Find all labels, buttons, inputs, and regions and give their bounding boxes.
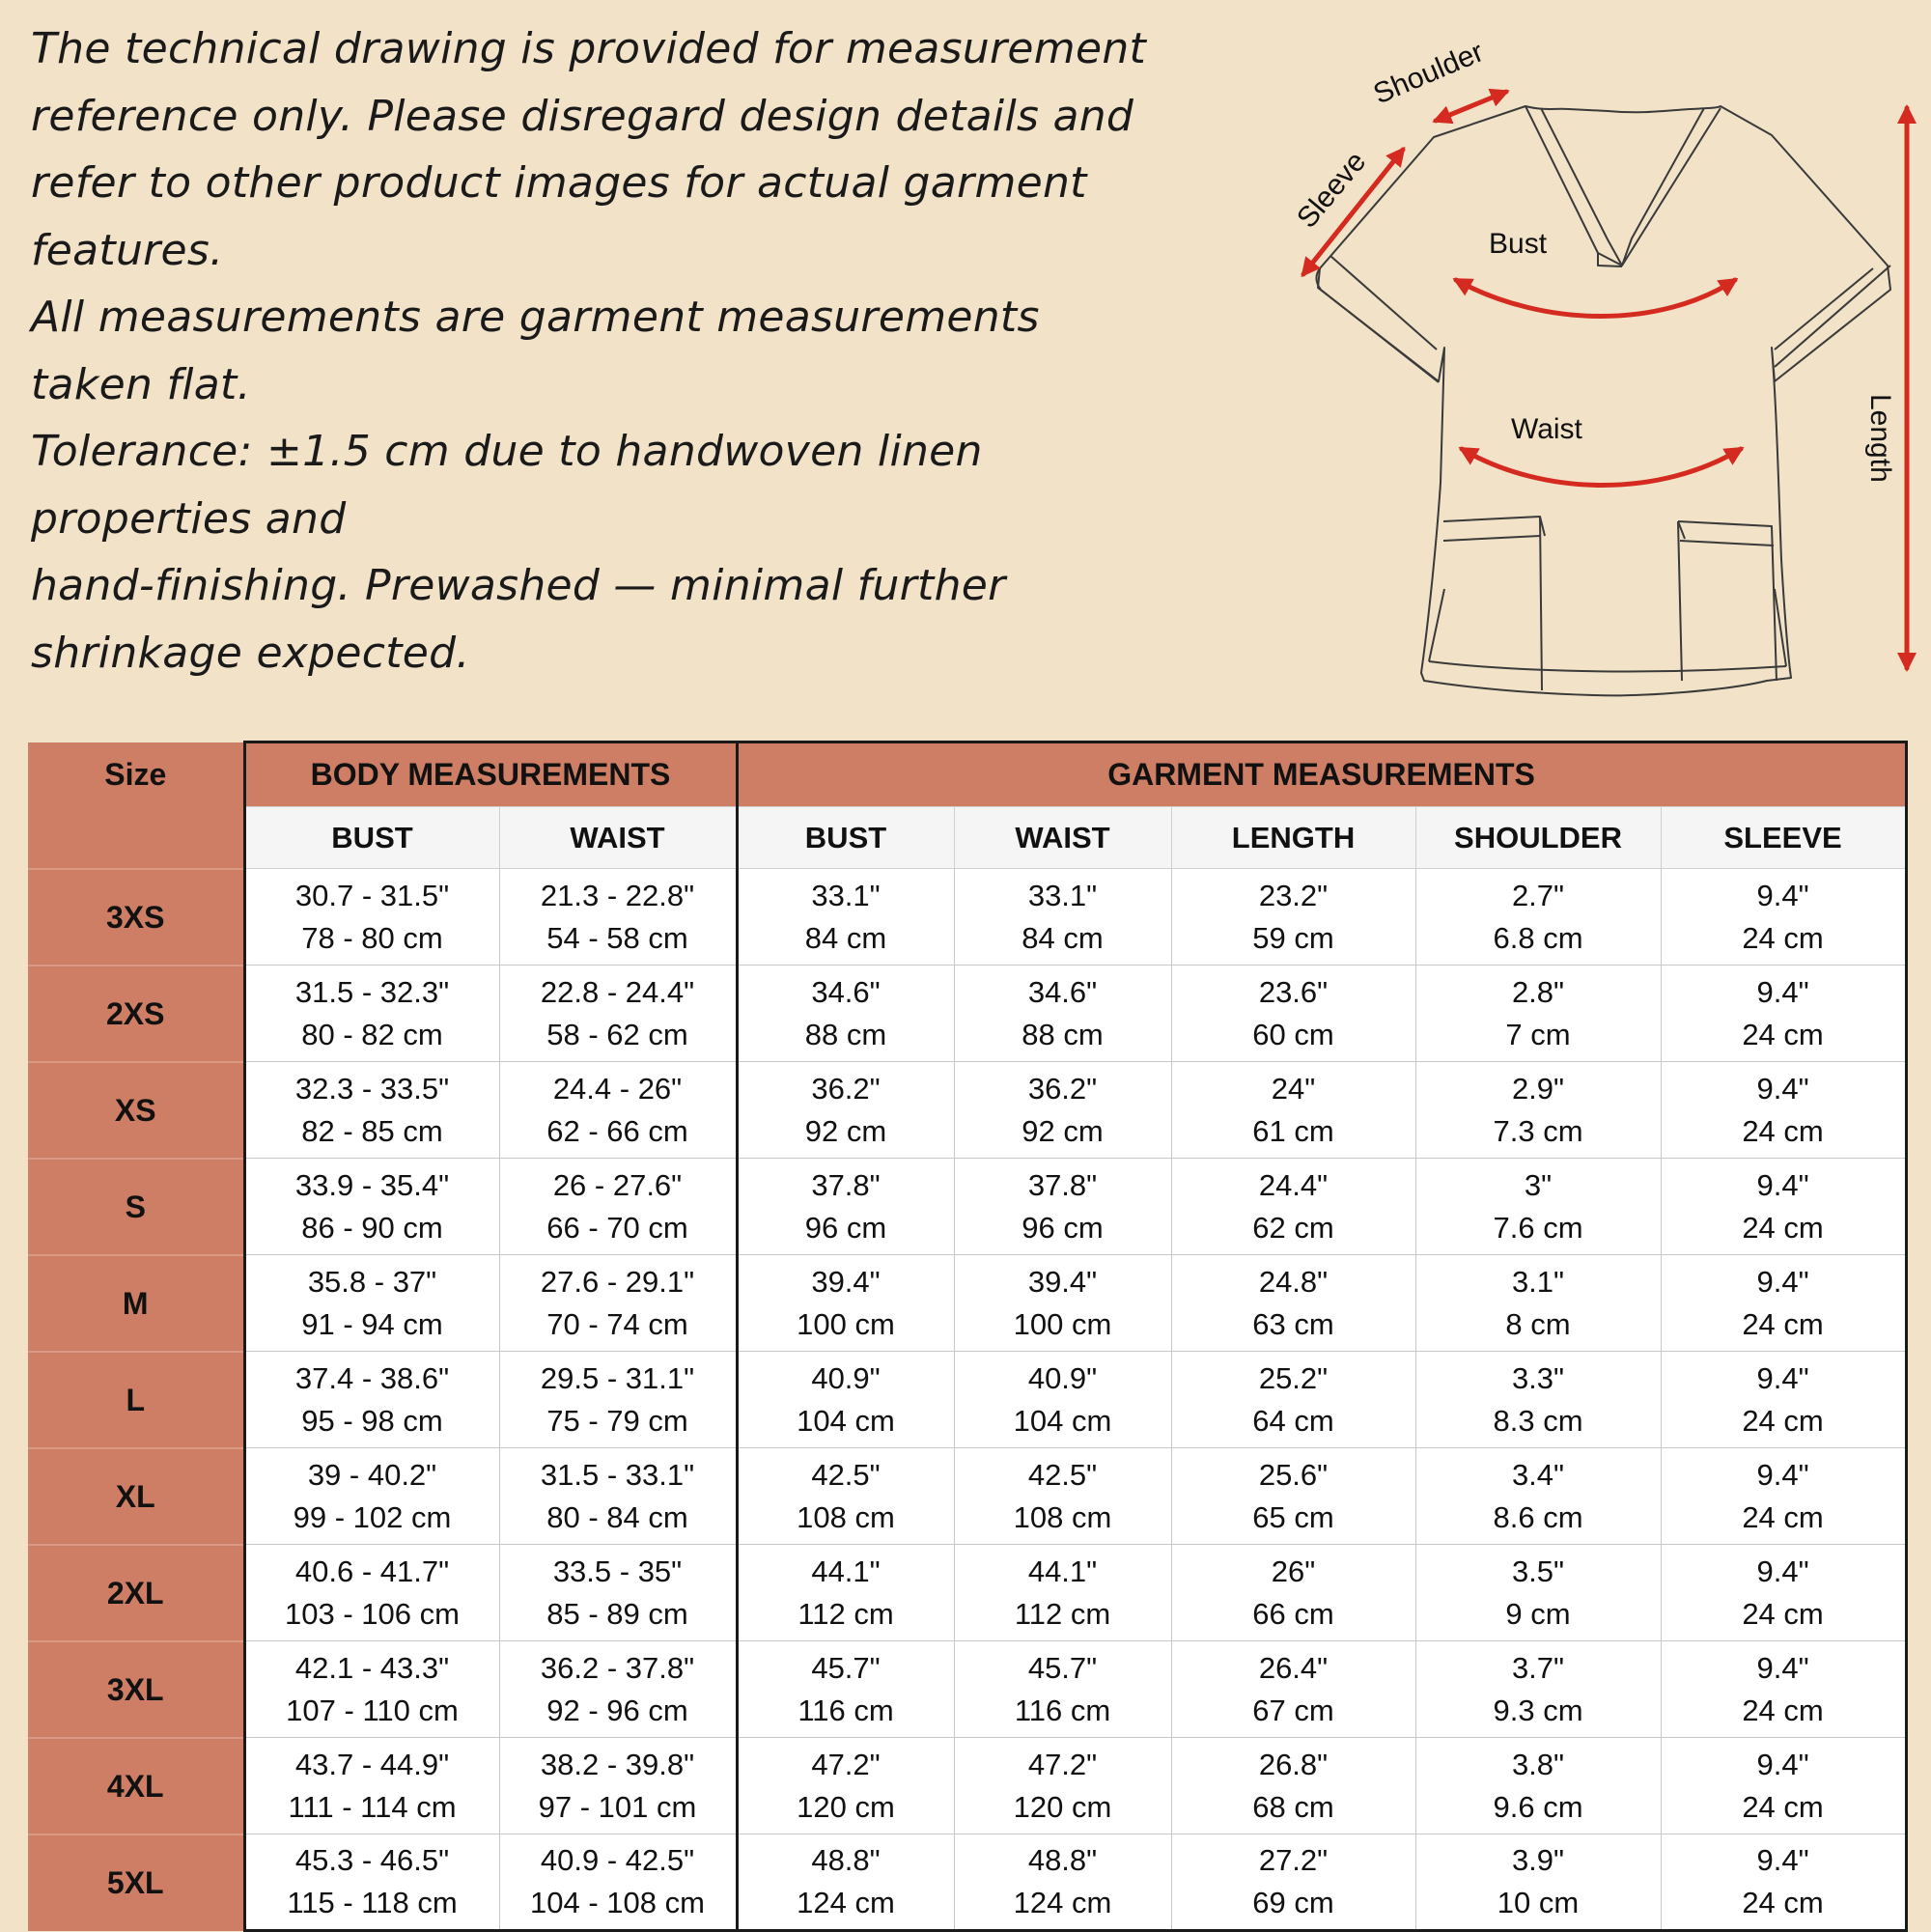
garment-shoulder-cell: 3.4" 8.6 cm <box>1415 1448 1661 1545</box>
garment-waist-cell: 45.7" 116 cm <box>954 1641 1171 1738</box>
garment-length-cell: 25.6" 65 cm <box>1171 1448 1415 1545</box>
measurement-labels <box>1291 36 1896 483</box>
garment-waist-cell: 39.4" 100 cm <box>954 1255 1171 1352</box>
body-waist-cell: 33.5 - 35" 85 - 89 cm <box>499 1545 737 1641</box>
body-waist-cell: 22.8 - 24.4" 58 - 62 cm <box>499 966 737 1062</box>
garment-sleeve-cell: 9.4" 24 cm <box>1661 1545 1906 1641</box>
col-body-bust: BUST <box>244 807 499 869</box>
body-bust-cell: 30.7 - 31.5" 78 - 80 cm <box>244 869 499 966</box>
garment-bust-cell: 40.9" 104 cm <box>737 1352 954 1448</box>
garment-sleeve-cell: 9.4" 24 cm <box>1661 1834 1906 1931</box>
body-bust-cell: 33.9 - 35.4" 86 - 90 cm <box>244 1159 499 1255</box>
col-garment-bust: BUST <box>737 807 954 869</box>
garment-sleeve-cell: 9.4" 24 cm <box>1661 1159 1906 1255</box>
garment-length-cell: 26.8" 68 cm <box>1171 1738 1415 1834</box>
garment-bust-cell: 42.5" 108 cm <box>737 1448 954 1545</box>
garment-bust-cell: 44.1" 112 cm <box>737 1545 954 1641</box>
size-label: L <box>28 1352 244 1448</box>
garment-measurements-header: GARMENT MEASUREMENTS <box>737 742 1906 807</box>
col-garment-length: LENGTH <box>1171 807 1415 869</box>
body-bust-cell: 37.4 - 38.6" 95 - 98 cm <box>244 1352 499 1448</box>
note-drawing-reference: The technical drawing is provided for measurement reference only. Please disregard design details and refer to other product images for actual garment features. <box>31 24 1147 275</box>
garment-waist-cell: 37.8" 96 cm <box>954 1159 1171 1255</box>
note-hand-finishing: hand-finishing. Prewashed — minimal further shrinkage expected. <box>31 561 1006 678</box>
garment-waist-cell: 33.1" 84 cm <box>954 869 1171 966</box>
table-row <box>28 1738 1906 1834</box>
garment-bust-cell: 34.6" 88 cm <box>737 966 954 1062</box>
column-header-row <box>28 807 1906 869</box>
size-header: Size <box>28 742 244 807</box>
waist-arrow <box>1462 449 1741 486</box>
table-row <box>28 1062 1906 1159</box>
measurement-arrows <box>1303 92 1907 668</box>
garment-sleeve-cell: 9.4" 24 cm <box>1661 1738 1906 1834</box>
garment-bust-cell: 48.8" 124 cm <box>737 1834 954 1931</box>
note-flat-measurements: All measurements are garment measurements taken flat. <box>31 293 1040 409</box>
note-tolerance: Tolerance: ±1.5 cm due to handwoven linen properties and <box>31 427 983 544</box>
waist-label: Waist <box>1511 413 1582 445</box>
garment-sleeve-cell: 9.4" 24 cm <box>1661 1641 1906 1738</box>
table-row <box>28 1545 1906 1641</box>
garment-sleeve-cell: 9.4" 24 cm <box>1661 1062 1906 1159</box>
body-waist-cell: 21.3 - 22.8" 54 - 58 cm <box>499 869 737 966</box>
garment-bust-cell: 39.4" 100 cm <box>737 1255 954 1352</box>
garment-bust-cell: 33.1" 84 cm <box>737 869 954 966</box>
garment-bust-cell: 37.8" 96 cm <box>737 1159 954 1255</box>
garment-length-cell: 24" 61 cm <box>1171 1062 1415 1159</box>
bust-arrow <box>1456 280 1735 317</box>
body-bust-cell: 43.7 - 44.9" 111 - 114 cm <box>244 1738 499 1834</box>
bust-label: Bust <box>1489 228 1548 260</box>
size-label: XS <box>28 1062 244 1159</box>
col-body-waist: WAIST <box>499 807 737 869</box>
garment-shoulder-cell: 2.7" 6.8 cm <box>1415 869 1661 966</box>
size-label: M <box>28 1255 244 1352</box>
body-waist-cell: 31.5 - 33.1" 80 - 84 cm <box>499 1448 737 1545</box>
table-row <box>28 966 1906 1062</box>
disclaimer-notes <box>31 15 1151 686</box>
size-label: 4XL <box>28 1738 244 1834</box>
garment-shoulder-cell: 3.5" 9 cm <box>1415 1545 1661 1641</box>
size-label: 3XL <box>28 1641 244 1738</box>
body-waist-cell: 26 - 27.6" 66 - 70 cm <box>499 1159 737 1255</box>
body-waist-cell: 29.5 - 31.1" 75 - 79 cm <box>499 1352 737 1448</box>
garment-sleeve-cell: 9.4" 24 cm <box>1661 966 1906 1062</box>
size-label: XL <box>28 1448 244 1545</box>
garment-shoulder-cell: 3.1" 8 cm <box>1415 1255 1661 1352</box>
garment-technical-drawing <box>1255 19 1931 714</box>
col-garment-shoulder: SHOULDER <box>1415 807 1661 869</box>
garment-sleeve-cell: 9.4" 24 cm <box>1661 1448 1906 1545</box>
garment-sleeve-cell: 9.4" 24 cm <box>1661 1255 1906 1352</box>
table-row <box>28 1159 1906 1255</box>
garment-bust-cell: 36.2" 92 cm <box>737 1062 954 1159</box>
garment-length-cell: 27.2" 69 cm <box>1171 1834 1415 1931</box>
body-bust-cell: 31.5 - 32.3" 80 - 82 cm <box>244 966 499 1062</box>
size-label: S <box>28 1159 244 1255</box>
table-row <box>28 1448 1906 1545</box>
garment-waist-cell: 47.2" 120 cm <box>954 1738 1171 1834</box>
garment-sleeve-cell: 9.4" 24 cm <box>1661 1352 1906 1448</box>
size-label: 5XL <box>28 1834 244 1931</box>
garment-length-cell: 26.4" 67 cm <box>1171 1641 1415 1738</box>
table-row <box>28 869 1906 966</box>
body-bust-cell: 35.8 - 37" 91 - 94 cm <box>244 1255 499 1352</box>
shoulder-label: Shoulder <box>1368 36 1489 111</box>
size-label: 2XS <box>28 966 244 1062</box>
garment-bust-cell: 45.7" 116 cm <box>737 1641 954 1738</box>
garment-length-cell: 23.6" 60 cm <box>1171 966 1415 1062</box>
length-label: Length <box>1864 394 1896 483</box>
body-waist-cell: 36.2 - 37.8" 92 - 96 cm <box>499 1641 737 1738</box>
garment-waist-cell: 36.2" 92 cm <box>954 1062 1171 1159</box>
garment-length-cell: 23.2" 59 cm <box>1171 869 1415 966</box>
garment-waist-cell: 44.1" 112 cm <box>954 1545 1171 1641</box>
garment-shoulder-cell: 3.7" 9.3 cm <box>1415 1641 1661 1738</box>
body-waist-cell: 40.9 - 42.5" 104 - 108 cm <box>499 1834 737 1931</box>
garment-shoulder-cell: 3.9" 10 cm <box>1415 1834 1661 1931</box>
size-chart-table <box>28 741 1908 1932</box>
garment-shoulder-cell: 3" 7.6 cm <box>1415 1159 1661 1255</box>
body-waist-cell: 24.4 - 26" 62 - 66 cm <box>499 1062 737 1159</box>
body-bust-cell: 45.3 - 46.5" 115 - 118 cm <box>244 1834 499 1931</box>
size-header-spacer <box>28 807 244 869</box>
table-row <box>28 1255 1906 1352</box>
body-bust-cell: 42.1 - 43.3" 107 - 110 cm <box>244 1641 499 1738</box>
table-row <box>28 1641 1906 1738</box>
garment-waist-cell: 34.6" 88 cm <box>954 966 1171 1062</box>
size-label: 3XS <box>28 869 244 966</box>
body-waist-cell: 27.6 - 29.1" 70 - 74 cm <box>499 1255 737 1352</box>
garment-length-cell: 25.2" 64 cm <box>1171 1352 1415 1448</box>
garment-sleeve-cell: 9.4" 24 cm <box>1661 869 1906 966</box>
garment-length-cell: 24.4" 62 cm <box>1171 1159 1415 1255</box>
size-label: 2XL <box>28 1545 244 1641</box>
body-measurements-header: BODY MEASUREMENTS <box>244 742 737 807</box>
garment-length-cell: 26" 66 cm <box>1171 1545 1415 1641</box>
garment-shoulder-cell: 3.3" 8.3 cm <box>1415 1352 1661 1448</box>
body-waist-cell: 38.2 - 39.8" 97 - 101 cm <box>499 1738 737 1834</box>
garment-waist-cell: 42.5" 108 cm <box>954 1448 1171 1545</box>
scrub-top-outline <box>1316 106 1890 695</box>
garment-shoulder-cell: 2.9" 7.3 cm <box>1415 1062 1661 1159</box>
sleeve-label: Sleeve <box>1291 146 1373 235</box>
body-bust-cell: 39 - 40.2" 99 - 102 cm <box>244 1448 499 1545</box>
table-row <box>28 1834 1906 1931</box>
col-garment-waist: WAIST <box>954 807 1171 869</box>
garment-shoulder-cell: 3.8" 9.6 cm <box>1415 1738 1661 1834</box>
garment-bust-cell: 47.2" 120 cm <box>737 1738 954 1834</box>
body-bust-cell: 40.6 - 41.7" 103 - 106 cm <box>244 1545 499 1641</box>
garment-waist-cell: 48.8" 124 cm <box>954 1834 1171 1931</box>
group-header-row <box>28 742 1906 807</box>
table-row <box>28 1352 1906 1448</box>
col-garment-sleeve: SLEEVE <box>1661 807 1906 869</box>
body-bust-cell: 32.3 - 33.5" 82 - 85 cm <box>244 1062 499 1159</box>
garment-length-cell: 24.8" 63 cm <box>1171 1255 1415 1352</box>
garment-shoulder-cell: 2.8" 7 cm <box>1415 966 1661 1062</box>
garment-waist-cell: 40.9" 104 cm <box>954 1352 1171 1448</box>
